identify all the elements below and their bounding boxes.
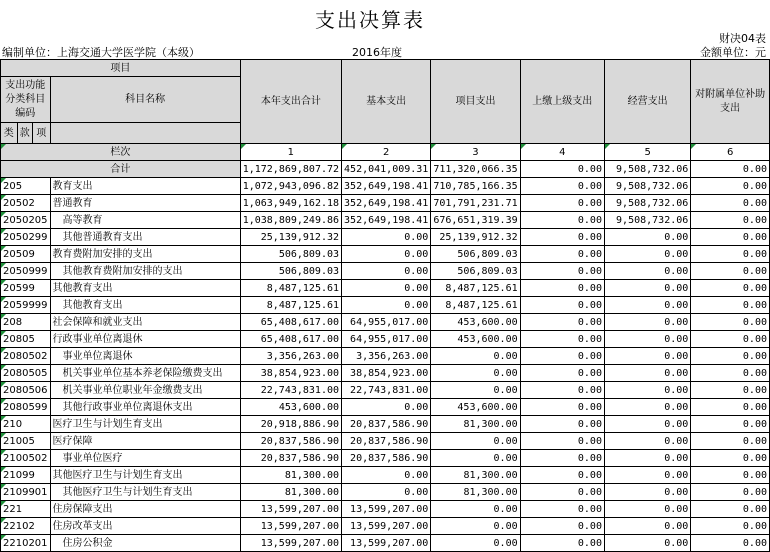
amount-cell[interactable]: 0.00 bbox=[691, 467, 770, 484]
amount-cell[interactable]: 0.00 bbox=[342, 263, 431, 280]
subject-name[interactable]: 教育费附加安排的支出 bbox=[50, 246, 240, 263]
table-row bbox=[1, 195, 770, 212]
amount-cell[interactable]: 0.00 bbox=[520, 467, 604, 484]
amount-cell[interactable]: 20,837,586.90 bbox=[342, 433, 431, 450]
col-num-1: 1 bbox=[240, 144, 341, 161]
amount-cell[interactable]: 0.00 bbox=[431, 518, 520, 535]
amount-cell[interactable]: 0.00 bbox=[520, 382, 604, 399]
amount-cell[interactable]: 0.00 bbox=[520, 331, 604, 348]
header-upper: 上缴上级支出 bbox=[520, 60, 604, 144]
subject-code[interactable]: 20805 bbox=[1, 331, 51, 348]
amount-cell[interactable]: 0.00 bbox=[342, 399, 431, 416]
subject-name[interactable]: 住房改革支出 bbox=[50, 518, 240, 535]
header-total: 本年支出合计 bbox=[240, 60, 341, 144]
amount-cell[interactable]: 0.00 bbox=[691, 263, 770, 280]
subject-code[interactable]: 2109901 bbox=[1, 484, 51, 501]
amount-cell[interactable]: 506,809.03 bbox=[240, 263, 341, 280]
amount-cell[interactable]: 8,487,125.61 bbox=[431, 280, 520, 297]
subject-code[interactable]: 2050999 bbox=[1, 263, 51, 280]
amount-cell[interactable]: 0.00 bbox=[520, 263, 604, 280]
subject-name[interactable]: 住房公积金 bbox=[50, 535, 240, 552]
subject-code[interactable]: 221 bbox=[1, 501, 51, 518]
amount-cell[interactable]: 9,508,732.06 bbox=[604, 178, 690, 195]
amount-cell[interactable]: 0.00 bbox=[691, 518, 770, 535]
amount-cell[interactable]: 0.00 bbox=[520, 518, 604, 535]
amount-cell[interactable]: 453,600.00 bbox=[431, 314, 520, 331]
report-title: 支出决算表 bbox=[315, 8, 425, 32]
amount-cell[interactable]: 81,300.00 bbox=[240, 484, 341, 501]
amount-cell[interactable]: 0.00 bbox=[691, 331, 770, 348]
col-num-4: 4 bbox=[520, 144, 604, 161]
amount-cell[interactable]: 0.00 bbox=[604, 348, 690, 365]
table-row bbox=[1, 212, 770, 229]
total-cell: 9,508,732.06 bbox=[604, 161, 690, 178]
amount-cell[interactable]: 0.00 bbox=[520, 365, 604, 382]
subject-name[interactable]: 医疗卫生与计划生育支出 bbox=[50, 416, 240, 433]
subject-code[interactable]: 205 bbox=[1, 178, 51, 195]
subject-code[interactable]: 2080599 bbox=[1, 399, 51, 416]
subject-code[interactable]: 22102 bbox=[1, 518, 51, 535]
table-row bbox=[1, 314, 770, 331]
amount-cell[interactable]: 0.00 bbox=[342, 229, 431, 246]
amount-cell[interactable]: 0.00 bbox=[520, 212, 604, 229]
amount-cell[interactable]: 20,837,586.90 bbox=[240, 433, 341, 450]
amount-cell[interactable]: 0.00 bbox=[604, 518, 690, 535]
amount-cell[interactable]: 64,955,017.00 bbox=[342, 314, 431, 331]
amount-cell[interactable]: 13,599,207.00 bbox=[240, 518, 341, 535]
amount-cell[interactable]: 22,743,831.00 bbox=[342, 382, 431, 399]
amount-cell[interactable]: 81,300.00 bbox=[431, 484, 520, 501]
amount-cell[interactable]: 0.00 bbox=[520, 501, 604, 518]
subject-name[interactable]: 其他医疗卫生与计划生育支出 bbox=[50, 484, 240, 501]
header-section: 款 bbox=[17, 123, 32, 144]
amount-cell[interactable]: 0.00 bbox=[604, 535, 690, 552]
amount-cell[interactable]: 0.00 bbox=[431, 365, 520, 382]
col-num-2: 2 bbox=[342, 144, 431, 161]
amount-cell[interactable]: 506,809.03 bbox=[431, 263, 520, 280]
table-row bbox=[1, 535, 770, 552]
subject-code[interactable]: 2059999 bbox=[1, 297, 51, 314]
amount-cell[interactable]: 0.00 bbox=[431, 450, 520, 467]
header-business: 经营支出 bbox=[604, 60, 690, 144]
amount-cell[interactable]: 0.00 bbox=[691, 399, 770, 416]
amount-cell[interactable]: 0.00 bbox=[604, 297, 690, 314]
amount-cell[interactable]: 0.00 bbox=[691, 178, 770, 195]
total-cell: 1,172,869,807.72 bbox=[240, 161, 341, 178]
amount-cell[interactable]: 0.00 bbox=[520, 450, 604, 467]
subject-code[interactable]: 20509 bbox=[1, 246, 51, 263]
amount-cell[interactable]: 506,809.03 bbox=[240, 246, 341, 263]
amount-cell[interactable]: 352,649,198.41 bbox=[342, 195, 431, 212]
amount-cell[interactable]: 0.00 bbox=[604, 399, 690, 416]
amount-cell[interactable]: 0.00 bbox=[342, 467, 431, 484]
subject-code[interactable]: 2050205 bbox=[1, 212, 51, 229]
subject-code[interactable]: 2080502 bbox=[1, 348, 51, 365]
amount-cell[interactable]: 0.00 bbox=[691, 280, 770, 297]
amount-cell[interactable]: 0.00 bbox=[604, 467, 690, 484]
amount-unit: 金额单位：元 bbox=[700, 46, 766, 59]
table-row bbox=[1, 348, 770, 365]
header-project: 项目支出 bbox=[431, 60, 520, 144]
rank-label: 栏次 bbox=[1, 144, 241, 161]
amount-cell[interactable]: 0.00 bbox=[520, 229, 604, 246]
amount-cell[interactable]: 65,408,617.00 bbox=[240, 331, 341, 348]
amount-cell[interactable]: 81,300.00 bbox=[431, 416, 520, 433]
amount-cell[interactable]: 0.00 bbox=[604, 450, 690, 467]
amount-cell[interactable]: 20,918,886.90 bbox=[240, 416, 341, 433]
amount-cell[interactable]: 0.00 bbox=[520, 178, 604, 195]
amount-cell[interactable]: 0.00 bbox=[604, 246, 690, 263]
table-row bbox=[1, 178, 770, 195]
subject-code[interactable]: 20502 bbox=[1, 195, 51, 212]
amount-cell[interactable]: 13,599,207.00 bbox=[342, 535, 431, 552]
amount-cell[interactable]: 0.00 bbox=[691, 229, 770, 246]
amount-cell[interactable]: 0.00 bbox=[604, 416, 690, 433]
total-cell: 711,320,066.35 bbox=[431, 161, 520, 178]
amount-cell[interactable]: 0.00 bbox=[342, 484, 431, 501]
header-basic: 基本支出 bbox=[342, 60, 431, 144]
amount-cell[interactable]: 0.00 bbox=[520, 433, 604, 450]
amount-cell[interactable]: 0.00 bbox=[431, 348, 520, 365]
amount-cell[interactable]: 22,743,831.00 bbox=[240, 382, 341, 399]
amount-cell[interactable]: 0.00 bbox=[342, 280, 431, 297]
amount-cell[interactable]: 0.00 bbox=[604, 331, 690, 348]
amount-cell[interactable]: 81,300.00 bbox=[240, 467, 341, 484]
header-subsidy: 对附属单位补助支出 bbox=[691, 60, 770, 144]
amount-cell[interactable]: 453,600.00 bbox=[431, 331, 520, 348]
form-number: 财决04表 bbox=[719, 32, 766, 45]
header-item: 项目 bbox=[1, 60, 241, 77]
amount-cell[interactable]: 81,300.00 bbox=[431, 467, 520, 484]
amount-cell[interactable]: 0.00 bbox=[342, 246, 431, 263]
amount-cell[interactable]: 13,599,207.00 bbox=[342, 518, 431, 535]
subject-name[interactable]: 普通教育 bbox=[50, 195, 240, 212]
subject-name[interactable]: 其他教育支出 bbox=[50, 297, 240, 314]
subject-code[interactable]: 210 bbox=[1, 416, 51, 433]
header-class: 类 bbox=[1, 123, 18, 144]
amount-cell[interactable]: 0.00 bbox=[342, 297, 431, 314]
amount-cell[interactable]: 710,785,166.35 bbox=[431, 178, 520, 195]
subject-code[interactable]: 2080505 bbox=[1, 365, 51, 382]
amount-cell[interactable]: 65,408,617.00 bbox=[240, 314, 341, 331]
amount-cell[interactable]: 0.00 bbox=[691, 501, 770, 518]
amount-cell[interactable]: 0.00 bbox=[520, 348, 604, 365]
header-item-short: 项 bbox=[32, 123, 50, 144]
amount-cell[interactable]: 0.00 bbox=[520, 416, 604, 433]
amount-cell[interactable]: 1,038,809,249.86 bbox=[240, 212, 341, 229]
amount-cell[interactable]: 0.00 bbox=[691, 195, 770, 212]
subject-name[interactable]: 其他普通教育支出 bbox=[50, 229, 240, 246]
amount-cell[interactable]: 3,356,263.00 bbox=[342, 348, 431, 365]
subject-code[interactable]: 20599 bbox=[1, 280, 51, 297]
amount-cell[interactable]: 0.00 bbox=[691, 314, 770, 331]
subject-code[interactable]: 2050299 bbox=[1, 229, 51, 246]
subject-code[interactable]: 2080506 bbox=[1, 382, 51, 399]
amount-cell[interactable]: 453,600.00 bbox=[240, 399, 341, 416]
total-cell: 0.00 bbox=[691, 161, 770, 178]
amount-cell[interactable]: 8,487,125.61 bbox=[240, 297, 341, 314]
amount-cell[interactable]: 0.00 bbox=[691, 450, 770, 467]
table-row bbox=[1, 501, 770, 518]
total-label: 合计 bbox=[1, 161, 241, 178]
table-row bbox=[1, 484, 770, 501]
amount-cell[interactable]: 64,955,017.00 bbox=[342, 331, 431, 348]
col-num-3: 3 bbox=[431, 144, 520, 161]
subject-name[interactable]: 其他行政事业单位离退休支出 bbox=[50, 399, 240, 416]
amount-cell[interactable]: 0.00 bbox=[691, 246, 770, 263]
subject-name[interactable]: 高等教育 bbox=[50, 212, 240, 229]
subject-code[interactable]: 208 bbox=[1, 314, 51, 331]
total-cell: 0.00 bbox=[520, 161, 604, 178]
amount-cell[interactable]: 0.00 bbox=[520, 280, 604, 297]
subject-name[interactable]: 其他教育费附加安排的支出 bbox=[50, 263, 240, 280]
table-row bbox=[1, 229, 770, 246]
amount-cell[interactable]: 0.00 bbox=[520, 314, 604, 331]
table-row bbox=[1, 518, 770, 535]
amount-cell[interactable]: 0.00 bbox=[691, 297, 770, 314]
subject-name[interactable]: 机关事业单位基本养老保险缴费支出 bbox=[50, 365, 240, 382]
subject-name[interactable]: 教育支出 bbox=[50, 178, 240, 195]
subject-name[interactable]: 其他医疗卫生与计划生育支出 bbox=[50, 467, 240, 484]
amount-cell[interactable]: 453,600.00 bbox=[431, 399, 520, 416]
amount-cell[interactable]: 0.00 bbox=[691, 416, 770, 433]
header-func-code: 支出功能分类科目编码 bbox=[1, 77, 51, 123]
amount-cell[interactable]: 0.00 bbox=[520, 535, 604, 552]
amount-cell[interactable]: 701,791,231.71 bbox=[431, 195, 520, 212]
amount-cell[interactable]: 38,854,923.00 bbox=[240, 365, 341, 382]
amount-cell[interactable]: 0.00 bbox=[604, 314, 690, 331]
amount-cell[interactable]: 0.00 bbox=[691, 382, 770, 399]
amount-cell[interactable]: 0.00 bbox=[691, 433, 770, 450]
subject-code[interactable]: 21005 bbox=[1, 433, 51, 450]
amount-cell[interactable]: 352,649,198.41 bbox=[342, 212, 431, 229]
subject-name[interactable]: 机关事业单位职业年金缴费支出 bbox=[50, 382, 240, 399]
col-num-6: 6 bbox=[691, 144, 770, 161]
subject-name[interactable]: 社会保障和就业支出 bbox=[50, 314, 240, 331]
amount-cell[interactable]: 0.00 bbox=[691, 212, 770, 229]
amount-cell[interactable]: 9,508,732.06 bbox=[604, 195, 690, 212]
amount-cell[interactable]: 1,063,949,162.18 bbox=[240, 195, 341, 212]
amount-cell[interactable]: 8,487,125.61 bbox=[240, 280, 341, 297]
table-row bbox=[1, 467, 770, 484]
amount-cell[interactable]: 676,651,319.39 bbox=[431, 212, 520, 229]
col-num-5: 5 bbox=[604, 144, 690, 161]
amount-cell[interactable]: 0.00 bbox=[520, 484, 604, 501]
amount-cell[interactable]: 0.00 bbox=[691, 365, 770, 382]
table-row bbox=[1, 399, 770, 416]
amount-cell[interactable]: 13,599,207.00 bbox=[240, 535, 341, 552]
subject-code[interactable]: 2100502 bbox=[1, 450, 51, 467]
table-row bbox=[1, 450, 770, 467]
table-row bbox=[1, 263, 770, 280]
amount-cell[interactable]: 38,854,923.00 bbox=[342, 365, 431, 382]
amount-cell[interactable]: 0.00 bbox=[604, 229, 690, 246]
amount-cell[interactable]: 0.00 bbox=[691, 484, 770, 501]
amount-cell[interactable]: 0.00 bbox=[520, 195, 604, 212]
amount-cell[interactable]: 0.00 bbox=[431, 501, 520, 518]
table-row bbox=[1, 297, 770, 314]
subject-name[interactable]: 住房保障支出 bbox=[50, 501, 240, 518]
table-row bbox=[1, 433, 770, 450]
subject-name[interactable]: 医疗保障 bbox=[50, 433, 240, 450]
table-row bbox=[1, 280, 770, 297]
amount-cell[interactable]: 0.00 bbox=[691, 348, 770, 365]
table-row bbox=[1, 331, 770, 348]
amount-cell[interactable]: 0.00 bbox=[520, 297, 604, 314]
amount-cell[interactable]: 0.00 bbox=[691, 535, 770, 552]
amount-cell[interactable]: 0.00 bbox=[604, 484, 690, 501]
amount-cell[interactable]: 13,599,207.00 bbox=[240, 501, 341, 518]
amount-cell[interactable]: 0.00 bbox=[604, 263, 690, 280]
amount-cell[interactable]: 9,508,732.06 bbox=[604, 212, 690, 229]
amount-cell[interactable]: 20,837,586.90 bbox=[240, 450, 341, 467]
subject-name[interactable]: 事业单位医疗 bbox=[50, 450, 240, 467]
amount-cell[interactable]: 20,837,586.90 bbox=[342, 416, 431, 433]
amount-cell[interactable]: 25,139,912.32 bbox=[240, 229, 341, 246]
amount-cell[interactable]: 0.00 bbox=[604, 280, 690, 297]
amount-cell[interactable]: 0.00 bbox=[520, 246, 604, 263]
amount-cell[interactable]: 0.00 bbox=[604, 433, 690, 450]
amount-cell[interactable]: 13,599,207.00 bbox=[342, 501, 431, 518]
header-blank bbox=[50, 123, 240, 144]
subject-name[interactable]: 事业单位离退休 bbox=[50, 348, 240, 365]
table-row bbox=[1, 382, 770, 399]
subject-name[interactable]: 其他教育支出 bbox=[50, 280, 240, 297]
header-subject-name: 科目名称 bbox=[50, 77, 240, 123]
amount-cell[interactable]: 0.00 bbox=[431, 382, 520, 399]
table-row bbox=[1, 416, 770, 433]
amount-cell[interactable]: 0.00 bbox=[431, 433, 520, 450]
amount-cell[interactable]: 0.00 bbox=[604, 365, 690, 382]
amount-cell[interactable]: 506,809.03 bbox=[431, 246, 520, 263]
amount-cell[interactable]: 8,487,125.61 bbox=[431, 297, 520, 314]
subject-code[interactable]: 2210201 bbox=[1, 535, 51, 552]
unit-label: 编制单位：上海交通大学医学院（本级） bbox=[2, 46, 200, 59]
year-label: 2016年度 bbox=[352, 46, 402, 59]
subject-code[interactable]: 21099 bbox=[1, 467, 51, 484]
table-row bbox=[1, 246, 770, 263]
table-row bbox=[1, 365, 770, 382]
amount-cell[interactable]: 1,072,943,096.82 bbox=[240, 178, 341, 195]
amount-cell[interactable]: 3,356,263.00 bbox=[240, 348, 341, 365]
expenditure-table bbox=[0, 59, 770, 552]
total-cell: 452,041,009.31 bbox=[342, 161, 431, 178]
amount-cell[interactable]: 20,837,586.90 bbox=[342, 450, 431, 467]
subject-name[interactable]: 行政事业单位离退休 bbox=[50, 331, 240, 348]
amount-cell[interactable]: 0.00 bbox=[520, 399, 604, 416]
amount-cell[interactable]: 0.00 bbox=[604, 501, 690, 518]
amount-cell[interactable]: 25,139,912.32 bbox=[431, 229, 520, 246]
amount-cell[interactable]: 0.00 bbox=[604, 382, 690, 399]
amount-cell[interactable]: 0.00 bbox=[431, 535, 520, 552]
amount-cell[interactable]: 352,649,198.41 bbox=[342, 178, 431, 195]
